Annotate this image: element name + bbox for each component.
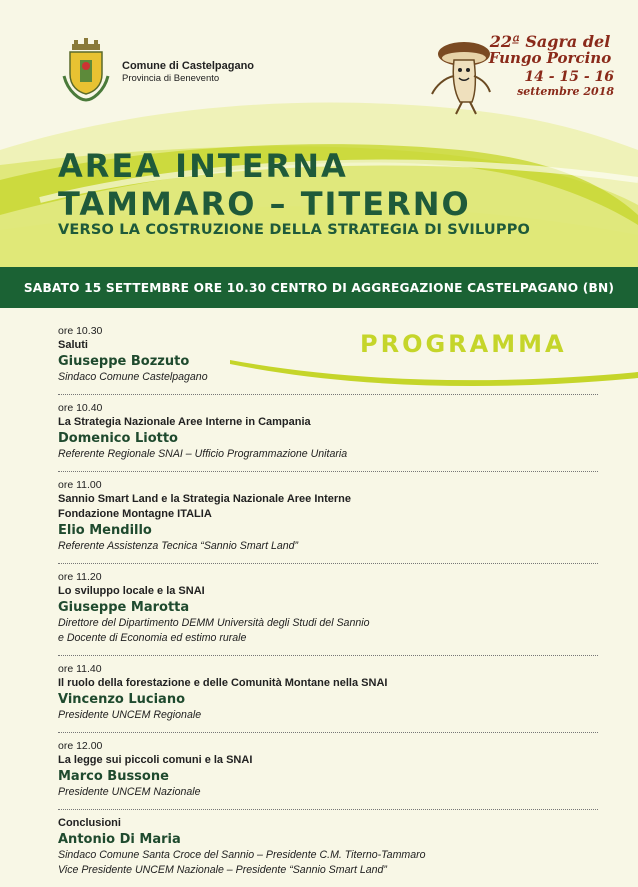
agenda-time: ore 12.00 <box>58 740 103 752</box>
agenda-time: ore 10.30 <box>58 325 103 337</box>
agenda-item <box>58 478 598 554</box>
agenda-topic: La legge sui piccoli comuni e la SNAI <box>58 754 253 766</box>
divider <box>58 655 598 656</box>
agenda-role: Referente Regionale SNAI – Ufficio Programmazione Unitaria <box>58 448 348 460</box>
agenda-time: ore 10.40 <box>58 402 103 414</box>
agenda-time: ore 11.40 <box>58 663 102 675</box>
agenda-topic-secondary: Fondazione Montagne ITALIA <box>58 508 212 520</box>
conclusioni-role: Sindaco Comune Santa Croce del Sannio – Presidente C.M. Titerno-Tammaro <box>58 849 426 861</box>
agenda-topic: La Strategia Nazionale Aree Interne in Campania <box>58 416 311 428</box>
event-info-band <box>0 267 638 308</box>
agenda-topic: Sannio Smart Land e la Strategia Nazionale Aree Interne <box>58 493 352 505</box>
agenda-speaker: Marco Bussone <box>58 769 169 784</box>
agenda-role: Presidente UNCEM Regionale <box>58 709 202 721</box>
agenda-speaker: Giuseppe Bozzuto <box>58 354 190 369</box>
agenda-topic: Il ruolo della forestazione e delle Comunità Montane nella SNAI <box>58 677 388 689</box>
sagra-title-line2: Fungo Porcino <box>488 49 612 67</box>
conclusioni-item <box>58 816 598 878</box>
agenda-speaker: Vincenzo Luciano <box>58 692 186 707</box>
title-subtitle: VERSO LA COSTRUZIONE DELLA STRATEGIA DI SVILUPPO <box>58 222 531 238</box>
divider <box>58 732 598 733</box>
provincia-name: Provincia di Benevento <box>122 73 220 84</box>
agenda-role: Sindaco Comune Castelpagano <box>58 371 208 383</box>
conclusioni-label: Conclusioni <box>58 817 121 829</box>
agenda-list <box>58 324 598 887</box>
comune-name: Comune di Castelpagano <box>122 60 255 72</box>
agenda-item <box>58 570 598 646</box>
agenda-time: ore 11.20 <box>58 571 102 583</box>
event-info-text: SABATO 15 SETTEMBRE ORE 10.30 CENTRO DI AGGREGAZIONE CASTELPAGANO (BN) <box>23 280 615 295</box>
municipal-crest-icon <box>60 36 112 106</box>
conclusioni-role-secondary: Vice Presidente UNCEM Nazionale – Presidente “Sannio Smart Land” <box>58 864 387 876</box>
agenda-speaker: Domenico Liotto <box>58 431 178 446</box>
sagra-title-line1: 22ª Sagra del <box>489 32 611 51</box>
agenda-role: Direttore del Dipartimento DEMM Università degli Studi del Sannio <box>58 617 370 629</box>
agenda-item <box>58 401 598 462</box>
divider <box>58 563 598 564</box>
sagra-month: settembre 2018 <box>517 85 614 98</box>
event-title <box>58 148 530 238</box>
divider <box>58 471 598 472</box>
sagra-badge <box>486 32 614 98</box>
agenda-item <box>58 739 598 800</box>
conclusioni-speaker: Antonio Di Maria <box>58 832 181 847</box>
sagra-dates: 14 - 15 - 16 <box>524 69 614 85</box>
comune-header <box>122 60 254 84</box>
agenda-role-secondary: e Docente di Economia ed estimo rurale <box>58 632 247 644</box>
agenda-role: Presidente UNCEM Nazionale <box>58 786 201 798</box>
agenda-speaker: Giuseppe Marotta <box>58 600 190 615</box>
agenda-item <box>58 324 598 385</box>
divider <box>58 394 598 395</box>
title-line2: TAMMARO – TITERNO <box>58 185 471 223</box>
title-line1: AREA INTERNA <box>58 147 348 185</box>
agenda-speaker: Elio Mendillo <box>58 523 152 538</box>
divider <box>58 809 598 810</box>
agenda-item <box>58 662 598 723</box>
agenda-time: ore 11.00 <box>58 479 102 491</box>
agenda-topic: Saluti <box>58 339 88 351</box>
programma-heading: PROGRAMMA <box>360 330 567 358</box>
agenda-topic: Lo sviluppo locale e la SNAI <box>58 585 205 597</box>
agenda-role: Referente Assistenza Tecnica “Sannio Smart Land” <box>58 540 299 552</box>
